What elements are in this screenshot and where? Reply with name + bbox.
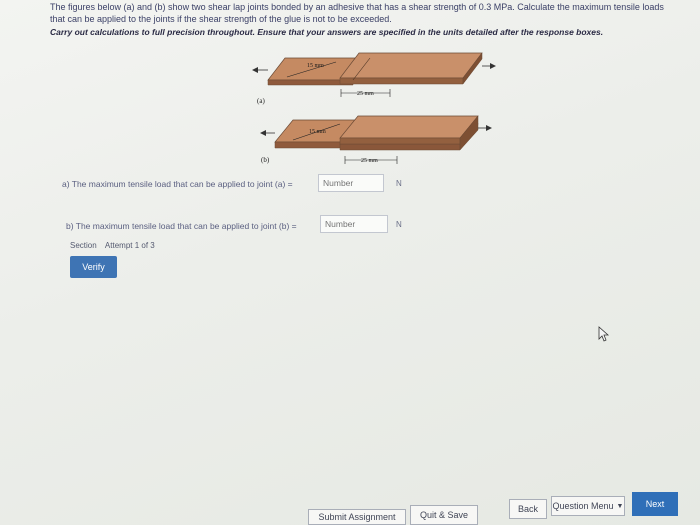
joint-b-width-dim: 15 mm [309, 129, 326, 135]
answer-b-unit: N [396, 220, 402, 229]
submit-assignment-button[interactable]: Submit Assignment [308, 509, 406, 525]
joint-a-width-dim: 15 mm [307, 63, 324, 69]
back-button[interactable]: Back [509, 499, 547, 519]
question-b-label: b) The maximum tensile load that can be applied to joint (b) = [66, 221, 297, 231]
quit-save-button[interactable]: Quit & Save [410, 505, 478, 525]
attempt-status [70, 241, 155, 250]
question-menu-label: Question Menu [552, 501, 614, 511]
joint-b-strap-top-side [340, 138, 460, 144]
joint-a-right-arrowhead [490, 63, 496, 69]
precision-note: Carry out calculations to full precision throughout. Ensure that your answers are specified in the units detailed after the response boxes. [50, 27, 604, 37]
joint-b-left-arrowhead [260, 130, 266, 136]
joint-b [260, 116, 492, 164]
dropdown-caret-icon: ▼ [616, 502, 624, 510]
section-label: Section [70, 241, 97, 250]
joint-a-left-arrowhead [252, 67, 258, 73]
joint-b-strap-top [340, 116, 478, 138]
question-a-label: a) The maximum tensile load that can be applied to joint (a) = [62, 179, 293, 189]
answer-b-input[interactable] [320, 215, 388, 233]
answer-a-input[interactable] [318, 174, 384, 192]
joint-a [252, 53, 496, 105]
problem-text-line-1: The figures below (a) and (b) show two shear lap joints bonded by an adhesive that has a shear strength of 0.3 MPa. Calculate the maximum tensile loads [50, 2, 664, 12]
problem-text-line-2: that can be applied to the joints if the shear strength of the glue is not to be exceeded. [50, 13, 392, 24]
joint-b-strap-bottom-side [340, 144, 460, 150]
verify-button[interactable]: Verify [70, 256, 117, 278]
joint-b-label: (b) [261, 156, 270, 164]
attempt-count: Attempt 1 of 3 [104, 241, 155, 250]
answer-a-unit: N [396, 179, 402, 188]
joint-a-upper-plate [340, 53, 482, 78]
joint-b-length-dim: 25 mm [361, 158, 378, 164]
mouse-pointer-icon [598, 326, 610, 342]
joint-a-upper-plate-side [340, 78, 463, 84]
joint-a-label: (a) [257, 97, 265, 105]
joint-b-right-arrowhead [486, 125, 492, 131]
next-button[interactable]: Next [632, 492, 678, 516]
question-menu-button[interactable] [551, 496, 625, 516]
joint-a-length-dim: 25 mm [357, 91, 374, 97]
